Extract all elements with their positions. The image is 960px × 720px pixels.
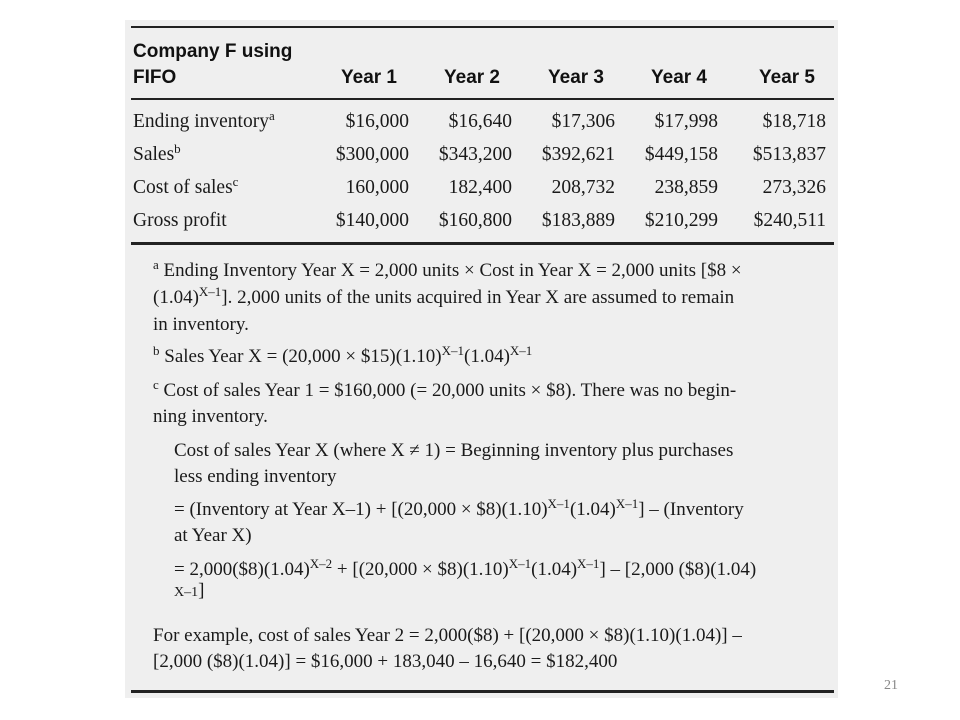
cell-year-1: $140,000 bbox=[335, 210, 409, 231]
cell-year-5: 273,326 bbox=[762, 177, 826, 198]
header-rule bbox=[131, 98, 834, 100]
example-line-1: For example, cost of sales Year 2 = 2,000($8) + [(20,000 × $8)(1.10)(1.04)] – bbox=[153, 625, 742, 646]
cell-year-5: $240,511 bbox=[753, 210, 826, 231]
cell-year-3: $17,306 bbox=[551, 111, 615, 132]
header-year-3: Year 3 bbox=[548, 67, 604, 88]
row-label: Ending inventory$^a$ bbox=[133, 108, 275, 132]
footnote-c-indent-1-line-1: Cost of sales Year X (where X ≠ 1) = Beginning inventory plus purchases bbox=[174, 440, 734, 461]
table-bottom-rule bbox=[131, 242, 834, 245]
footnote-marker: a bbox=[268, 108, 275, 123]
cell-year-2: 182,400 bbox=[448, 177, 512, 198]
header-title-line2: FIFO bbox=[133, 67, 177, 88]
cell-year-5: $18,718 bbox=[762, 111, 826, 132]
header-year-5: Year 5 bbox=[759, 67, 815, 88]
cell-year-2: $16,640 bbox=[448, 111, 512, 132]
footnote-c-line-1: $^c$ Cost of sales Year 1 = $160,000 (= 20,000 units × $8). There was no begin- bbox=[153, 377, 737, 401]
footnote-a-line-3: in inventory. bbox=[153, 314, 249, 335]
cell-year-1: $16,000 bbox=[345, 111, 409, 132]
cell-year-3: $183,889 bbox=[541, 210, 615, 231]
cell-year-3: $392,621 bbox=[541, 144, 615, 165]
row-label: Cost of sales$^c$ bbox=[133, 174, 239, 198]
row-label: Gross profit bbox=[133, 210, 227, 231]
footnote-c-indent-2-line-2: at Year X) bbox=[174, 525, 252, 546]
top-rule bbox=[131, 26, 834, 28]
footnote-marker: c bbox=[232, 174, 239, 189]
row-label: Sales$^b$ bbox=[133, 141, 181, 165]
cell-year-3: 208,732 bbox=[551, 177, 615, 198]
cell-year-1: 160,000 bbox=[345, 177, 409, 198]
cell-year-2: $160,800 bbox=[438, 210, 512, 231]
cell-year-2: $343,200 bbox=[438, 144, 512, 165]
header-title-line1: Company F using bbox=[133, 41, 293, 62]
footnote-c-indent-2-line-1: = (Inventory at Year $X-1) + [(20,000 \times \$8)(1.10)^{X-1}(1.04)^{X-1}]$ – (Inventory bbox=[174, 496, 744, 520]
footnote-a-line-2: $(1.04)^{X-1}$]. 2,000 units of the units acquired in Year X are assumed to remain bbox=[153, 284, 735, 308]
header-year-4: Year 4 bbox=[651, 67, 707, 88]
footnote-c-indent-1-line-2: less ending inventory bbox=[174, 466, 337, 487]
header-year-2: Year 2 bbox=[444, 67, 500, 88]
cell-year-5: $513,837 bbox=[752, 144, 826, 165]
footnote-a-line-1: $^a$ Ending Inventory Year X = 2,000 units × Cost in Year X = 2,000 units [$8 × bbox=[153, 257, 742, 281]
example-line-2: [2,000 ($8)(1.04)] = $16,000 + 183,040 – 16,640 = $182,400 bbox=[153, 651, 618, 672]
footnote-b-line-1: $^b$ Sales Year $X = (20,000 \times \$15)(1.10)^{X-1}(1.04)^{X-1}$ bbox=[153, 343, 533, 367]
cell-year-4: $449,158 bbox=[644, 144, 718, 165]
cell-year-4: $210,299 bbox=[644, 210, 718, 231]
cell-year-4: $17,998 bbox=[654, 111, 718, 132]
table-row-cost-of-sales bbox=[133, 175, 830, 201]
table-row-ending-inventory bbox=[133, 109, 830, 135]
table-row-sales bbox=[133, 142, 830, 168]
bottom-rule bbox=[131, 690, 834, 693]
footnote-c-indent-3-line-1: = $2,000(\$8)(1.04)^{X-2} + [(20,000$ × $\$8)(1.10)^{X-1}(1.04)^{X-1}] - [2,000$ ($8)(1.04) bbox=[174, 556, 757, 580]
page-number: 21 bbox=[884, 678, 898, 693]
table-row-gross-profit bbox=[133, 208, 830, 234]
cell-year-4: 238,859 bbox=[654, 177, 718, 198]
footnote-c-indent-3-line-2: X–1] bbox=[174, 580, 205, 601]
cell-year-1: $300,000 bbox=[335, 144, 409, 165]
footnote-c-line-2: ning inventory. bbox=[153, 406, 268, 427]
footnote-marker: b bbox=[174, 141, 181, 156]
header-year-1: Year 1 bbox=[341, 67, 397, 88]
